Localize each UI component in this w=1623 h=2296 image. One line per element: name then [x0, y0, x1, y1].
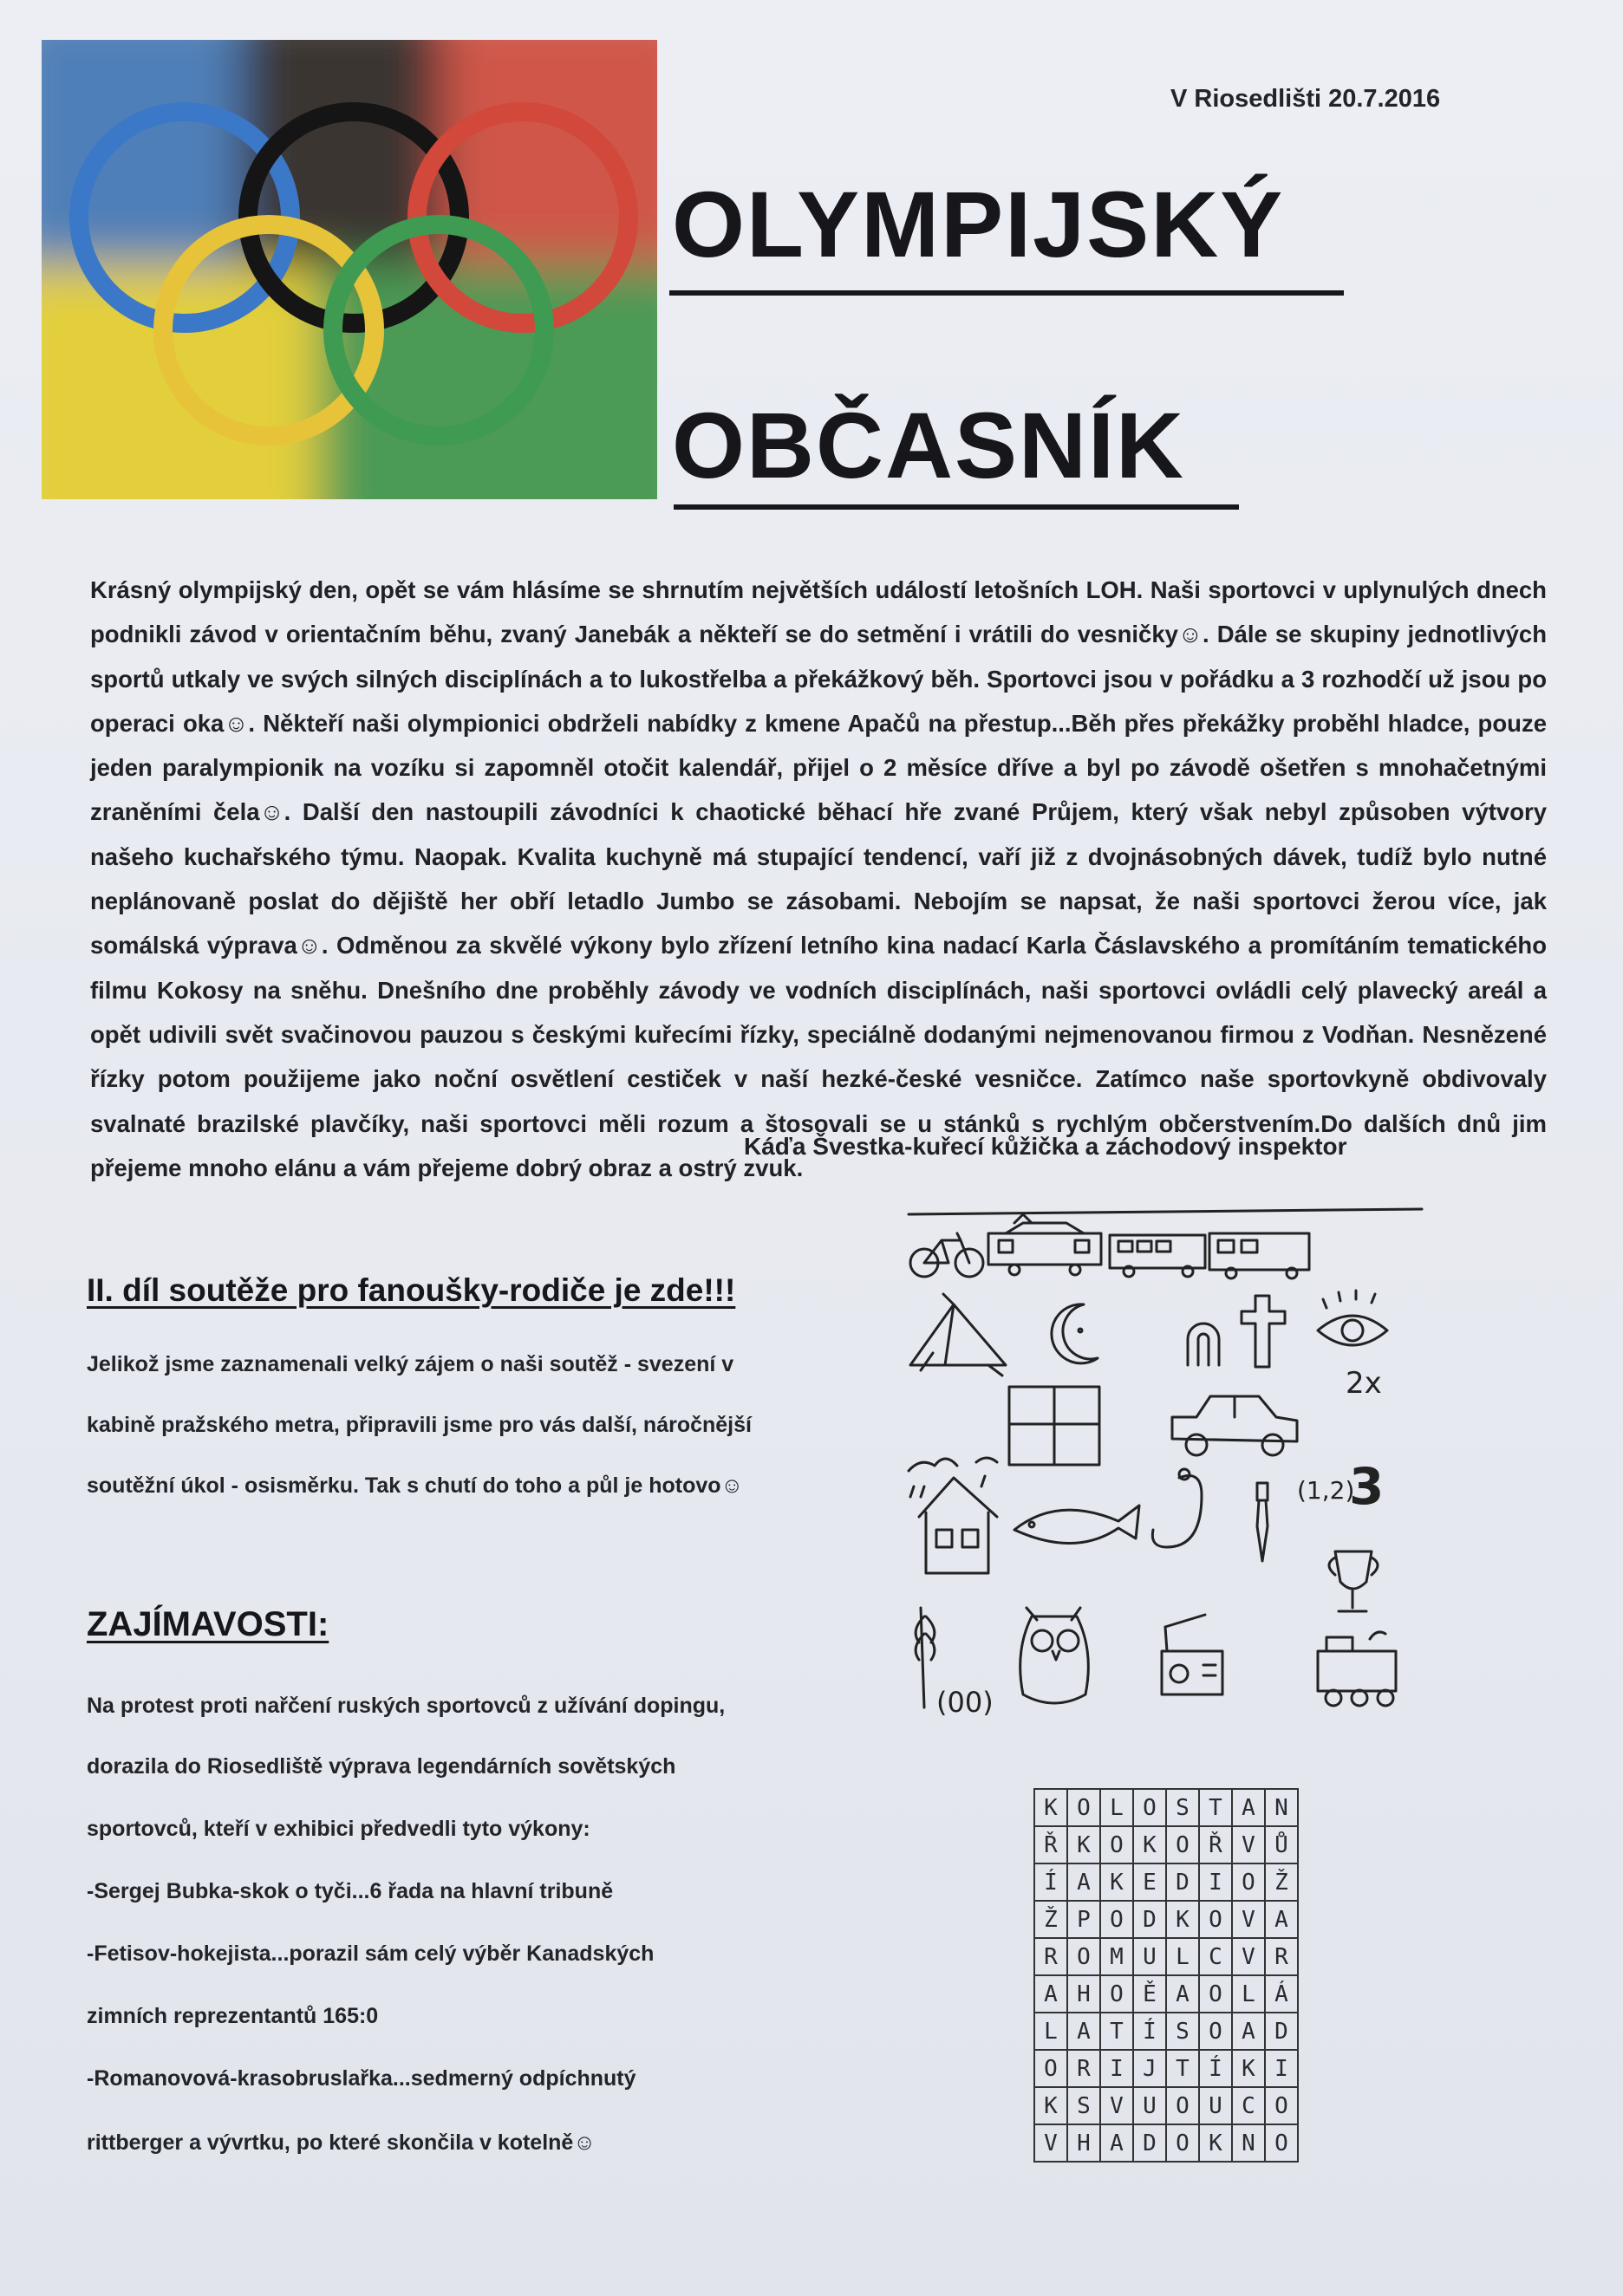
- cross-icon: [1242, 1296, 1285, 1367]
- wordsearch-cell: L: [1166, 1938, 1199, 1975]
- wordsearch-row: [1034, 2050, 1298, 2087]
- wordsearch-cell: A: [1034, 1975, 1067, 2013]
- wordsearch-cell: J: [1133, 2050, 1166, 2087]
- wordsearch-cell: O: [1034, 2050, 1067, 2087]
- wordsearch-cell: K: [1100, 1863, 1133, 1901]
- wordsearch-cell: Í: [1034, 1863, 1067, 1901]
- wordsearch-cell: O: [1166, 1826, 1199, 1863]
- wordsearch-cell: L: [1232, 1975, 1265, 2013]
- wordsearch-row: [1034, 1938, 1298, 1975]
- sketch-label: (00): [936, 1686, 994, 1719]
- wordsearch-cell: O: [1067, 1938, 1100, 1975]
- wordsearch-cell: I: [1265, 2050, 1298, 2087]
- wordsearch-cell: O: [1100, 1826, 1133, 1863]
- wordsearch-cell: O: [1100, 1901, 1133, 1938]
- tent-icon: [910, 1294, 1006, 1376]
- knife-icon: [1257, 1483, 1268, 1561]
- wordsearch-cell: L: [1100, 1789, 1133, 1826]
- wordsearch-cell: O: [1199, 2013, 1232, 2050]
- facts-line: -Sergej Bubka-skok o tyči...6 řada na hlavní tribuně: [87, 1879, 614, 1903]
- wordsearch-cell: A: [1265, 1901, 1298, 1938]
- wordsearch-cell: S: [1166, 1789, 1199, 1826]
- wordsearch-cell: S: [1067, 2087, 1100, 2124]
- wordsearch-cell: D: [1265, 2013, 1298, 2050]
- facts-line: -Fetisov-hokejista...porazil sám celý výběr Kanadských: [87, 1942, 655, 1966]
- wordsearch-cell: U: [1133, 1938, 1166, 1975]
- wordsearch-cell: R: [1067, 2050, 1100, 2087]
- bicycle-icon: [910, 1233, 983, 1277]
- contest-line: Jelikož jsme zaznamenali velký zájem o naši soutěž - svezení v: [87, 1352, 734, 1376]
- wordsearch-cell: E: [1133, 1863, 1166, 1901]
- moon-icon: [1052, 1304, 1098, 1363]
- wordsearch-cell: R: [1265, 1938, 1298, 1975]
- fish-icon: [1014, 1506, 1139, 1544]
- wordsearch-cell: V: [1232, 1938, 1265, 1975]
- wordsearch-cell: O: [1232, 1863, 1265, 1901]
- wordsearch-cell: H: [1067, 2124, 1100, 2162]
- wordsearch-cell: A: [1166, 1975, 1199, 2013]
- wordsearch-table: [1033, 1788, 1299, 2163]
- wordsearch-cell: I: [1199, 1863, 1232, 1901]
- wordsearch-cell: P: [1067, 1901, 1100, 1938]
- wordsearch-cell: N: [1232, 2124, 1265, 2162]
- facts-line: -Romanovová-krasobruslařka...sedmerný odpíchnutý: [87, 2066, 636, 2091]
- wordsearch-cell: K: [1166, 1901, 1199, 1938]
- facts-line: sportovců, kteří v exhibici předvedli tyto výkony:: [87, 1817, 590, 1841]
- olympic-rings-logo: [42, 40, 657, 499]
- wordsearch-row: [1034, 2124, 1298, 2162]
- wordsearch-cell: Í: [1199, 2050, 1232, 2087]
- wordsearch-cell: K: [1067, 1826, 1100, 1863]
- wordsearch-row: [1034, 2013, 1298, 2050]
- article-signature: Káďa Švestka-kuřecí kůžička a záchodový inspektor: [744, 1133, 1347, 1160]
- wordsearch-cell: Ř: [1199, 1826, 1232, 1863]
- sketch-top-rule: [909, 1209, 1422, 1214]
- sketch-label: 2x: [1346, 1366, 1382, 1401]
- facts-line: zimních reprezentantů 165:0: [87, 2004, 379, 2028]
- wordsearch-cell: C: [1199, 1938, 1232, 1975]
- wordsearch-row: [1034, 2087, 1298, 2124]
- radio-icon: [1162, 1615, 1222, 1694]
- wordsearch-cell: O: [1166, 2087, 1199, 2124]
- wordsearch-cell: Ž: [1034, 1901, 1067, 1938]
- facts-line: Na protest proti nařčení ruských sportovců z užívání dopingu,: [87, 1694, 726, 1718]
- sketch-label: (1,2): [1297, 1476, 1355, 1505]
- wordsearch-cell: K: [1034, 1789, 1067, 1826]
- rebus-sketch: [902, 1200, 1439, 1720]
- wordsearch-cell: Ů: [1265, 1826, 1298, 1863]
- locomotive-icon: [1318, 1632, 1396, 1706]
- wordsearch-cell: Ř: [1034, 1826, 1067, 1863]
- wordsearch-cell: D: [1133, 2124, 1166, 2162]
- wordsearch-cell: V: [1232, 1826, 1265, 1863]
- wordsearch-cell: I: [1100, 2050, 1133, 2087]
- title-underline-1: [669, 290, 1344, 296]
- page-title-line1: OLYMPIJSKÝ: [672, 172, 1285, 276]
- magnet-icon: [1188, 1324, 1219, 1365]
- snake-icon: [1152, 1469, 1202, 1547]
- wordsearch-cell: O: [1067, 1789, 1100, 1826]
- facts-heading: ZAJÍMAVOSTI:: [87, 1605, 329, 1643]
- contest-line: kabině pražského metra, připravili jsme pro vás další, náročnější: [87, 1413, 752, 1437]
- wordsearch-cell: R: [1034, 1938, 1067, 1975]
- window-icon: [1009, 1387, 1099, 1465]
- article-body: Krásný olympijský den, opět se vám hlásíme se shrnutím největších událostí letošních LOH. Naši sportovci v uplynulých dnech podnikli závod v orientačním běhu, zvaný Janebák a někteří se do setmění i vrátili do vesničky☺. Dále se skupiny jednotlivých sportů utkaly ve svých silných disciplínách a to lukostřelba a překážkový běh. Sportovci jsou v pořádku a 3 rozhodčí už jsou po operaci oka☺. Někteří naši olympionici obdrželi nabídky z kmene Apačů na přestup...Běh přes překážky proběhl hladce, pouze jeden paralympionik na vozíku si zapomněl otočit kalendář, přijel o 2 měsíce dříve a byl po závodě ošetřen s mnohačetnými zraněními čela☺. Další den nastoupili závodníci k chaotické běhací hře zvané Průjem, který však nebyl způsoben výtvory našeho kuchařského týmu. Naopak. Kvalita kuchyně má stupající tendencí, vaří již z dvojnásobných dávek, tudíž bylo nutné neplánovaně poslat do dějiště her obří letadlo Jumbo se zásobami. Nebojím se napsat, že naši sportovci žerou více, jak somálská výprava☺. Odměnou za skvělé výkony bylo zřízení letního kina nadací Karla Čáslavského a promítáním tematického filmu Kokosy na sněhu. Dnešního dne proběhly závody ve vodních disciplínách, naši sportovci ovládli celý plavecký areál a opět udivili svět svačinovou pauzou s českými kuřecími řízky, speciálně dodanými nejmenovanou firmou z Vodňan. Nesnězené řízky potom použijeme jako noční osvětlení cestiček v naší hezké-české vesničce. Zatímco naše sportovkyně obdivovaly svalnaté brazilské plavčíky, naši sportovci měli rozum a štosovali se u stánků s rychlým občerstvením.Do dalších dnů jim přejeme mnoho elánu a vám přejeme dobrý obraz a ostrý zvuk.: [90, 576, 1547, 1181]
- contest-heading: II. díl soutěže pro fanoušky-rodiče je zde!!!: [87, 1272, 736, 1308]
- wordsearch-row: [1034, 1863, 1298, 1901]
- wordsearch-cell: K: [1034, 2087, 1067, 2124]
- wordsearch-cell: Ě: [1133, 1975, 1166, 2013]
- wordsearch-cell: K: [1133, 1826, 1166, 1863]
- wordsearch-cell: S: [1166, 2013, 1199, 2050]
- wordsearch-row: [1034, 1901, 1298, 1938]
- wordsearch-cell: A: [1067, 2013, 1100, 2050]
- facts-line: rittberger a vývrtku, po které skončila v kotelně☺: [87, 2130, 596, 2155]
- wordsearch-cell: Á: [1265, 1975, 1298, 2013]
- owl-icon: [1020, 1608, 1089, 1703]
- wordsearch-cell: O: [1265, 2124, 1298, 2162]
- wordsearch-cell: O: [1100, 1975, 1133, 2013]
- wordsearch-cell: V: [1232, 1901, 1265, 1938]
- wordsearch-row: [1034, 1975, 1298, 2013]
- wordsearch-cell: C: [1232, 2087, 1265, 2124]
- wheat-icon: [916, 1608, 935, 1707]
- train-icon: [988, 1214, 1101, 1275]
- wordsearch-cell: V: [1100, 2087, 1133, 2124]
- wordsearch-cell: U: [1199, 2087, 1232, 2124]
- page-title-line2: OBČASNÍK: [672, 393, 1186, 498]
- wordsearch-cell: U: [1133, 2087, 1166, 2124]
- wordsearch-row: [1034, 1789, 1298, 1826]
- wordsearch-grid: [1033, 1788, 1299, 2163]
- wordsearch-cell: O: [1265, 2087, 1298, 2124]
- wordsearch-cell: O: [1133, 1789, 1166, 1826]
- wordsearch-cell: O: [1199, 1975, 1232, 2013]
- wordsearch-cell: D: [1133, 1901, 1166, 1938]
- wordsearch-cell: T: [1199, 1789, 1232, 1826]
- wordsearch-cell: A: [1100, 2124, 1133, 2162]
- wordsearch-cell: Í: [1133, 2013, 1166, 2050]
- wordsearch-cell: A: [1232, 2013, 1265, 2050]
- sketch-label: 3: [1349, 1457, 1385, 1516]
- eye-icon: [1318, 1291, 1387, 1345]
- wordsearch-cell: N: [1265, 1789, 1298, 1826]
- wordsearch-cell: T: [1100, 2013, 1133, 2050]
- title-underline-2: [674, 504, 1239, 510]
- bus-icon: [1110, 1233, 1309, 1278]
- wordsearch-cell: A: [1232, 1789, 1265, 1826]
- wordsearch-cell: M: [1100, 1938, 1133, 1975]
- car-icon: [1172, 1396, 1297, 1455]
- wordsearch-cell: L: [1034, 2013, 1067, 2050]
- wordsearch-cell: H: [1067, 1975, 1100, 2013]
- house-icon: [909, 1458, 997, 1573]
- wordsearch-row: [1034, 1826, 1298, 1863]
- wordsearch-cell: O: [1166, 2124, 1199, 2162]
- wordsearch-cell: K: [1232, 2050, 1265, 2087]
- wordsearch-cell: A: [1067, 1863, 1100, 1901]
- wordsearch-cell: V: [1034, 2124, 1067, 2162]
- trophy-icon: [1329, 1551, 1378, 1611]
- wordsearch-cell: Ž: [1265, 1863, 1298, 1901]
- wordsearch-cell: K: [1199, 2124, 1232, 2162]
- contest-line: soutěžní úkol - osisměrku. Tak s chutí do toho a půl je hotovo☺: [87, 1473, 744, 1498]
- facts-line: dorazila do Riosedliště výprava legendárních sovětských: [87, 1754, 676, 1779]
- dateline: V Riosedlišti 20.7.2016: [1170, 85, 1441, 113]
- wordsearch-cell: O: [1199, 1901, 1232, 1938]
- wordsearch-cell: T: [1166, 2050, 1199, 2087]
- wordsearch-cell: D: [1166, 1863, 1199, 1901]
